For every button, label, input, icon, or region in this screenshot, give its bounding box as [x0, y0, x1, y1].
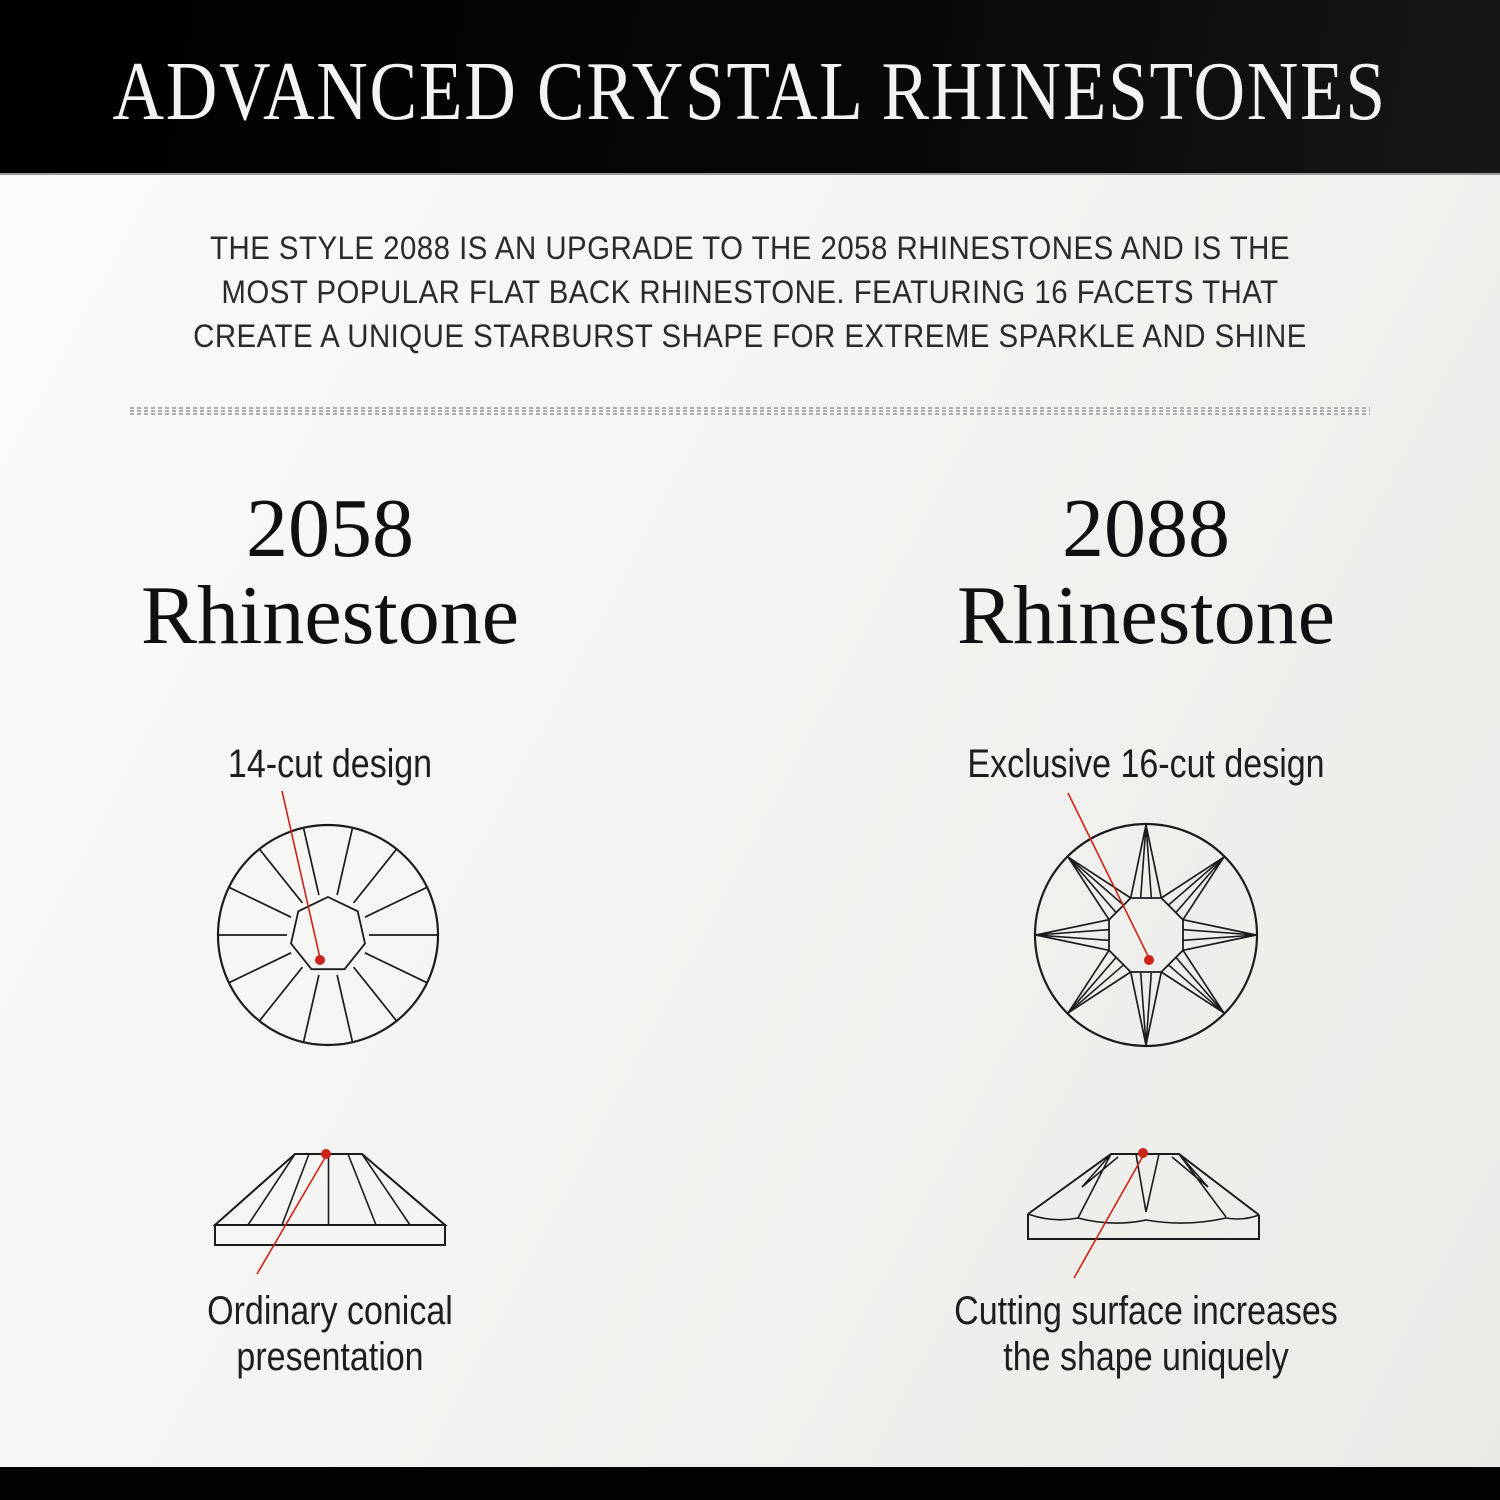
facet-line	[354, 967, 396, 1020]
cone-profile-outline	[215, 1154, 445, 1225]
facet-line	[1068, 965, 1123, 1013]
intro-line-3: CREATE A UNIQUE STARBURST SHAPE FOR EXTREME SPARKLE AND SHINE	[193, 318, 1307, 354]
page-title: ADVANCED CRYSTAL RHINESTONES	[112, 45, 1388, 138]
caption-2058: Ordinary conical presentation	[207, 1289, 453, 1380]
facet-line	[365, 953, 426, 983]
facet-line	[1068, 857, 1109, 920]
facet-line	[1183, 857, 1224, 920]
facet-line	[1176, 857, 1224, 912]
column-2088	[896, 482, 1396, 1380]
facet-line	[230, 953, 291, 983]
pointer-dot	[321, 1149, 331, 1159]
pointer-dot	[1144, 955, 1154, 965]
facet-line	[1176, 958, 1224, 1013]
facet-line	[260, 967, 302, 1020]
facet-line	[1161, 972, 1224, 1013]
intro-paragraph	[0, 226, 1500, 358]
girdle-base-slab	[215, 1225, 445, 1245]
pointer-line	[257, 1156, 326, 1274]
facet-line	[304, 975, 319, 1041]
facet-line	[337, 975, 352, 1041]
header-band	[0, 0, 1500, 175]
heading-2058	[80, 482, 580, 662]
facet-line	[260, 850, 302, 903]
cut-design-label-2058: 14-cut design	[227, 742, 433, 787]
pointer-dot	[315, 955, 325, 965]
model-number-2058: 2058	[246, 482, 414, 575]
column-2058	[80, 482, 580, 1380]
table-facet-outline	[291, 897, 365, 969]
facet-line	[1068, 950, 1109, 1013]
facet-line	[1169, 857, 1224, 905]
facet-line	[365, 888, 426, 918]
model-number-2088: 2088	[1062, 482, 1230, 575]
facet-line	[354, 850, 396, 903]
facet-line	[1068, 857, 1131, 898]
product-name-2088: Rhinestone	[957, 568, 1335, 662]
facet-line	[230, 888, 291, 918]
facet-line	[1068, 972, 1131, 1013]
intro-line-2: MOST POPULAR FLAT BACK RHINESTONE. FEATURING 16 FACETS THAT	[221, 274, 1279, 310]
facet-line	[1169, 965, 1224, 1013]
facet-line	[337, 829, 352, 895]
dotted-divider	[130, 406, 1370, 415]
caption-2088: Cutting surface increases the shape uniquely	[954, 1289, 1338, 1380]
rhinestone-2058-top-view-diagram	[205, 788, 455, 1058]
cone-profile-outline	[1028, 1154, 1259, 1215]
side-facet-lines	[1078, 1154, 1226, 1218]
footer-band	[0, 1467, 1500, 1500]
facet-line	[1183, 950, 1224, 1013]
cut-design-label-2088: Exclusive 16-cut design	[967, 742, 1325, 787]
rhinestone-2088-top-view-diagram	[1021, 788, 1271, 1058]
product-name-2058: Rhinestone	[141, 568, 519, 662]
intro-line-1: THE STYLE 2088 IS AN UPGRADE TO THE 2058 RHINESTONES AND IS THE	[210, 230, 1290, 266]
side-facet-lines	[248, 1154, 410, 1225]
rhinestone-2058-side-view-diagram	[200, 1130, 460, 1280]
facet-line	[1068, 857, 1123, 905]
heading-2088	[896, 482, 1396, 662]
facet-line	[1068, 857, 1116, 912]
pointer-dot	[1138, 1148, 1148, 1158]
facet-line	[304, 829, 319, 895]
rhinestone-2088-side-view-diagram	[1016, 1130, 1276, 1280]
facet-line	[1068, 958, 1116, 1013]
facet-line	[1161, 857, 1224, 898]
